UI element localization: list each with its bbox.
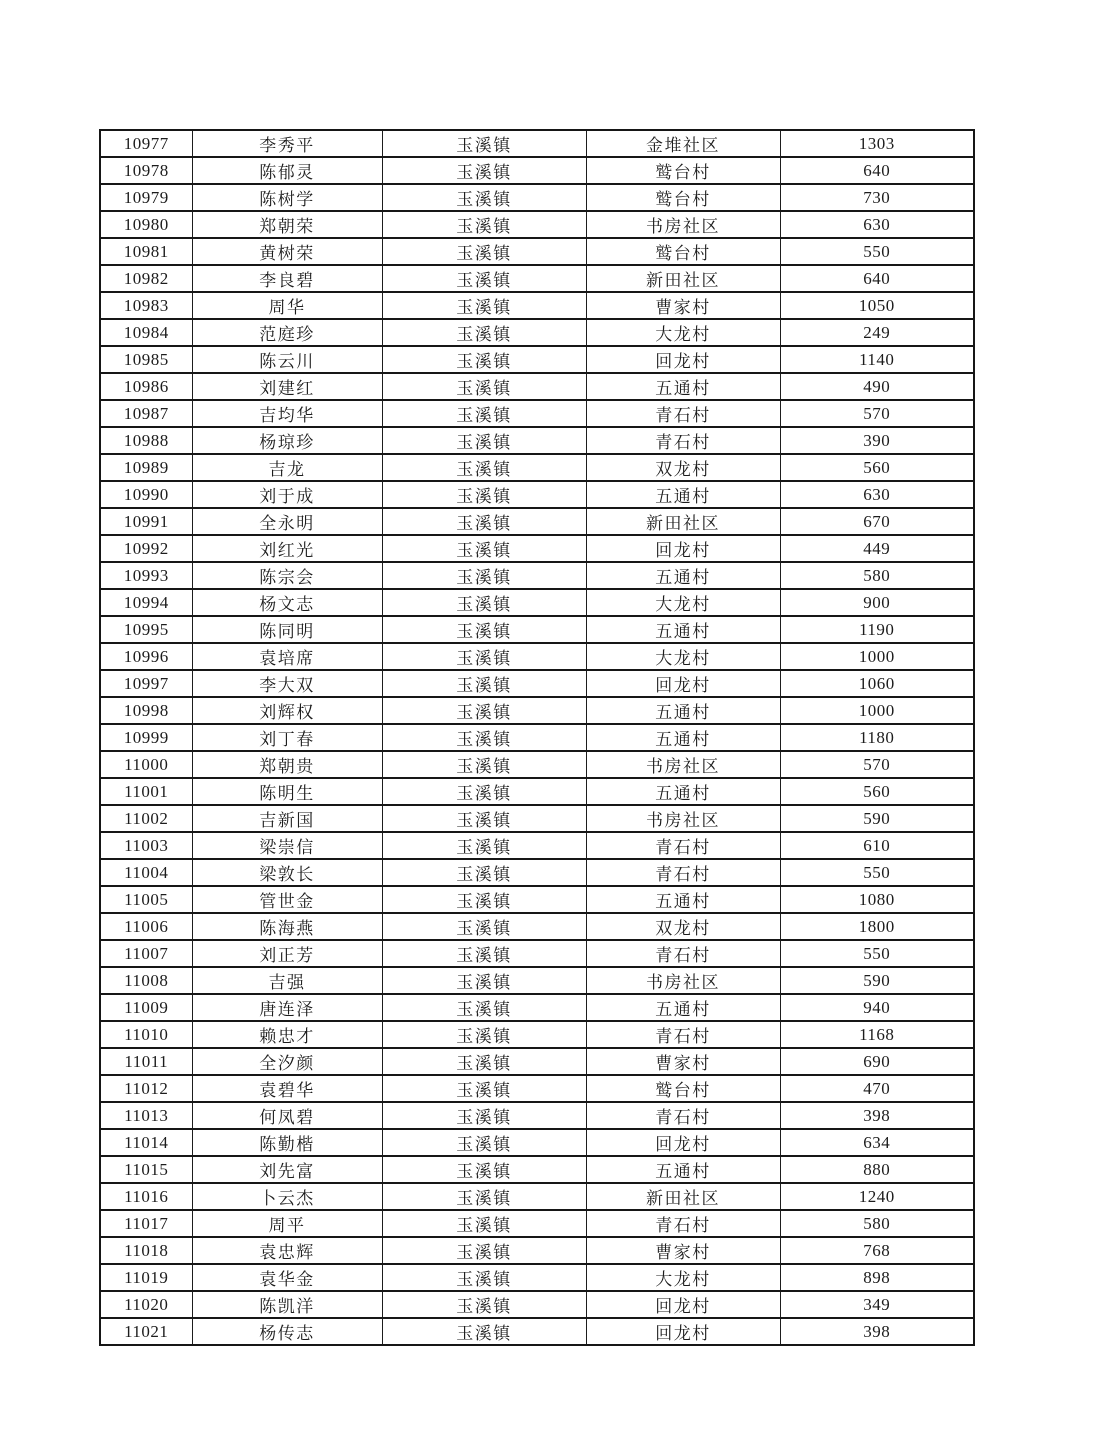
table-row xyxy=(100,724,974,751)
village-or-community-name: 大龙村 xyxy=(586,643,780,670)
town-name: 玉溪镇 xyxy=(382,481,586,508)
serial-number: 10980 xyxy=(100,211,192,238)
village-or-community-name: 双龙村 xyxy=(586,913,780,940)
amount-value: 249 xyxy=(780,319,974,346)
town-name: 玉溪镇 xyxy=(382,994,586,1021)
town-name: 玉溪镇 xyxy=(382,265,586,292)
table-row xyxy=(100,508,974,535)
amount-value: 550 xyxy=(780,859,974,886)
serial-number: 11003 xyxy=(100,832,192,859)
amount-value: 1180 xyxy=(780,724,974,751)
person-name: 袁培席 xyxy=(192,643,382,670)
town-name: 玉溪镇 xyxy=(382,1048,586,1075)
roster-table-body xyxy=(100,130,974,1345)
village-or-community-name: 五通村 xyxy=(586,994,780,1021)
village-or-community-name: 五通村 xyxy=(586,373,780,400)
village-or-community-name: 鹫台村 xyxy=(586,184,780,211)
person-name: 李秀平 xyxy=(192,130,382,157)
town-name: 玉溪镇 xyxy=(382,1291,586,1318)
amount-value: 490 xyxy=(780,373,974,400)
amount-value: 570 xyxy=(780,400,974,427)
table-row xyxy=(100,805,974,832)
serial-number: 11017 xyxy=(100,1210,192,1237)
person-name: 袁忠辉 xyxy=(192,1237,382,1264)
village-or-community-name: 青石村 xyxy=(586,400,780,427)
town-name: 玉溪镇 xyxy=(382,238,586,265)
serial-number: 10983 xyxy=(100,292,192,319)
serial-number: 10993 xyxy=(100,562,192,589)
village-or-community-name: 书房社区 xyxy=(586,805,780,832)
table-row xyxy=(100,616,974,643)
town-name: 玉溪镇 xyxy=(382,1183,586,1210)
town-name: 玉溪镇 xyxy=(382,967,586,994)
amount-value: 398 xyxy=(780,1318,974,1345)
table-row xyxy=(100,967,974,994)
table-row xyxy=(100,697,974,724)
serial-number: 10998 xyxy=(100,697,192,724)
town-name: 玉溪镇 xyxy=(382,1264,586,1291)
amount-value: 768 xyxy=(780,1237,974,1264)
village-or-community-name: 青石村 xyxy=(586,1210,780,1237)
village-or-community-name: 新田社区 xyxy=(586,508,780,535)
serial-number: 10978 xyxy=(100,157,192,184)
village-or-community-name: 曹家村 xyxy=(586,1048,780,1075)
person-name: 唐连泽 xyxy=(192,994,382,1021)
serial-number: 10987 xyxy=(100,400,192,427)
amount-value: 1000 xyxy=(780,643,974,670)
table-row xyxy=(100,1102,974,1129)
person-name: 吉强 xyxy=(192,967,382,994)
person-name: 周平 xyxy=(192,1210,382,1237)
amount-value: 610 xyxy=(780,832,974,859)
serial-number: 11002 xyxy=(100,805,192,832)
town-name: 玉溪镇 xyxy=(382,886,586,913)
table-row xyxy=(100,211,974,238)
serial-number: 11007 xyxy=(100,940,192,967)
town-name: 玉溪镇 xyxy=(382,778,586,805)
town-name: 玉溪镇 xyxy=(382,1075,586,1102)
town-name: 玉溪镇 xyxy=(382,373,586,400)
person-name: 赖忠才 xyxy=(192,1021,382,1048)
amount-value: 560 xyxy=(780,778,974,805)
village-or-community-name: 五通村 xyxy=(586,778,780,805)
person-name: 陈海燕 xyxy=(192,913,382,940)
amount-value: 550 xyxy=(780,238,974,265)
table-row xyxy=(100,319,974,346)
person-name: 管世金 xyxy=(192,886,382,913)
village-or-community-name: 青石村 xyxy=(586,1021,780,1048)
table-row xyxy=(100,265,974,292)
village-or-community-name: 青石村 xyxy=(586,1102,780,1129)
serial-number: 10999 xyxy=(100,724,192,751)
table-row xyxy=(100,562,974,589)
table-row xyxy=(100,1210,974,1237)
person-name: 陈树学 xyxy=(192,184,382,211)
town-name: 玉溪镇 xyxy=(382,1156,586,1183)
amount-value: 630 xyxy=(780,211,974,238)
person-name: 刘先富 xyxy=(192,1156,382,1183)
table-row xyxy=(100,1318,974,1345)
amount-value: 1190 xyxy=(780,616,974,643)
person-name: 黄树荣 xyxy=(192,238,382,265)
village-or-community-name: 曹家村 xyxy=(586,1237,780,1264)
table-row xyxy=(100,643,974,670)
table-row xyxy=(100,589,974,616)
village-or-community-name: 回龙村 xyxy=(586,1129,780,1156)
serial-number: 11006 xyxy=(100,913,192,940)
town-name: 玉溪镇 xyxy=(382,319,586,346)
person-name: 刘辉权 xyxy=(192,697,382,724)
town-name: 玉溪镇 xyxy=(382,643,586,670)
amount-value: 1168 xyxy=(780,1021,974,1048)
person-name: 周华 xyxy=(192,292,382,319)
serial-number: 10996 xyxy=(100,643,192,670)
amount-value: 550 xyxy=(780,940,974,967)
village-or-community-name: 鹫台村 xyxy=(586,238,780,265)
person-name: 卜云杰 xyxy=(192,1183,382,1210)
person-name: 梁敦长 xyxy=(192,859,382,886)
person-name: 吉龙 xyxy=(192,454,382,481)
village-or-community-name: 新田社区 xyxy=(586,1183,780,1210)
serial-number: 10988 xyxy=(100,427,192,454)
amount-value: 730 xyxy=(780,184,974,211)
amount-value: 590 xyxy=(780,967,974,994)
town-name: 玉溪镇 xyxy=(382,724,586,751)
serial-number: 10992 xyxy=(100,535,192,562)
village-or-community-name: 五通村 xyxy=(586,697,780,724)
town-name: 玉溪镇 xyxy=(382,508,586,535)
town-name: 玉溪镇 xyxy=(382,589,586,616)
person-name: 袁华金 xyxy=(192,1264,382,1291)
table-row xyxy=(100,1291,974,1318)
serial-number: 10985 xyxy=(100,346,192,373)
village-or-community-name: 书房社区 xyxy=(586,211,780,238)
table-row xyxy=(100,832,974,859)
person-name: 刘红光 xyxy=(192,535,382,562)
person-name: 李大双 xyxy=(192,670,382,697)
village-or-community-name: 书房社区 xyxy=(586,751,780,778)
town-name: 玉溪镇 xyxy=(382,670,586,697)
amount-value: 470 xyxy=(780,1075,974,1102)
table-row xyxy=(100,940,974,967)
amount-value: 590 xyxy=(780,805,974,832)
table-row xyxy=(100,670,974,697)
table-row xyxy=(100,157,974,184)
village-or-community-name: 书房社区 xyxy=(586,967,780,994)
table-row xyxy=(100,886,974,913)
amount-value: 900 xyxy=(780,589,974,616)
serial-number: 11010 xyxy=(100,1021,192,1048)
table-row xyxy=(100,859,974,886)
village-or-community-name: 鹫台村 xyxy=(586,157,780,184)
amount-value: 1800 xyxy=(780,913,974,940)
person-name: 杨文志 xyxy=(192,589,382,616)
person-name: 陈同明 xyxy=(192,616,382,643)
village-or-community-name: 五通村 xyxy=(586,616,780,643)
amount-value: 690 xyxy=(780,1048,974,1075)
town-name: 玉溪镇 xyxy=(382,1237,586,1264)
town-name: 玉溪镇 xyxy=(382,454,586,481)
table-row xyxy=(100,184,974,211)
amount-value: 1140 xyxy=(780,346,974,373)
village-or-community-name: 青石村 xyxy=(586,859,780,886)
table-row xyxy=(100,535,974,562)
town-name: 玉溪镇 xyxy=(382,1021,586,1048)
amount-value: 560 xyxy=(780,454,974,481)
village-or-community-name: 青石村 xyxy=(586,427,780,454)
village-or-community-name: 回龙村 xyxy=(586,670,780,697)
table-row xyxy=(100,1183,974,1210)
serial-number: 10981 xyxy=(100,238,192,265)
table-row xyxy=(100,1129,974,1156)
serial-number: 11009 xyxy=(100,994,192,1021)
serial-number: 10991 xyxy=(100,508,192,535)
person-name: 杨传志 xyxy=(192,1318,382,1345)
village-or-community-name: 五通村 xyxy=(586,481,780,508)
town-name: 玉溪镇 xyxy=(382,616,586,643)
village-or-community-name: 回龙村 xyxy=(586,346,780,373)
town-name: 玉溪镇 xyxy=(382,211,586,238)
serial-number: 10995 xyxy=(100,616,192,643)
person-name: 陈宗会 xyxy=(192,562,382,589)
amount-value: 1240 xyxy=(780,1183,974,1210)
serial-number: 10979 xyxy=(100,184,192,211)
town-name: 玉溪镇 xyxy=(382,751,586,778)
amount-value: 1060 xyxy=(780,670,974,697)
village-or-community-name: 大龙村 xyxy=(586,319,780,346)
town-name: 玉溪镇 xyxy=(382,805,586,832)
serial-number: 10990 xyxy=(100,481,192,508)
person-name: 陈云川 xyxy=(192,346,382,373)
village-or-community-name: 大龙村 xyxy=(586,1264,780,1291)
serial-number: 10982 xyxy=(100,265,192,292)
village-or-community-name: 曹家村 xyxy=(586,292,780,319)
village-or-community-name: 青石村 xyxy=(586,832,780,859)
village-or-community-name: 五通村 xyxy=(586,1156,780,1183)
table-row xyxy=(100,1156,974,1183)
table-row xyxy=(100,1048,974,1075)
village-or-community-name: 青石村 xyxy=(586,940,780,967)
serial-number: 11013 xyxy=(100,1102,192,1129)
table-row xyxy=(100,238,974,265)
town-name: 玉溪镇 xyxy=(382,1102,586,1129)
serial-number: 10986 xyxy=(100,373,192,400)
table-row xyxy=(100,751,974,778)
person-name: 郑朝贵 xyxy=(192,751,382,778)
town-name: 玉溪镇 xyxy=(382,913,586,940)
serial-number: 10994 xyxy=(100,589,192,616)
table-row xyxy=(100,481,974,508)
village-or-community-name: 鹫台村 xyxy=(586,1075,780,1102)
amount-value: 580 xyxy=(780,562,974,589)
amount-value: 670 xyxy=(780,508,974,535)
amount-value: 1303 xyxy=(780,130,974,157)
village-or-community-name: 回龙村 xyxy=(586,1318,780,1345)
serial-number: 11004 xyxy=(100,859,192,886)
person-name: 李良碧 xyxy=(192,265,382,292)
person-name: 刘丁春 xyxy=(192,724,382,751)
table-row xyxy=(100,1021,974,1048)
village-or-community-name: 五通村 xyxy=(586,724,780,751)
amount-value: 390 xyxy=(780,427,974,454)
amount-value: 398 xyxy=(780,1102,974,1129)
serial-number: 11021 xyxy=(100,1318,192,1345)
person-name: 杨琼珍 xyxy=(192,427,382,454)
amount-value: 898 xyxy=(780,1264,974,1291)
person-name: 陈凯洋 xyxy=(192,1291,382,1318)
town-name: 玉溪镇 xyxy=(382,400,586,427)
person-name: 袁碧华 xyxy=(192,1075,382,1102)
person-name: 陈明生 xyxy=(192,778,382,805)
serial-number: 11005 xyxy=(100,886,192,913)
serial-number: 11000 xyxy=(100,751,192,778)
person-name: 陈郁灵 xyxy=(192,157,382,184)
amount-value: 570 xyxy=(780,751,974,778)
person-name: 陈勤楷 xyxy=(192,1129,382,1156)
person-name: 全永明 xyxy=(192,508,382,535)
table-row xyxy=(100,292,974,319)
table-row xyxy=(100,454,974,481)
table-row xyxy=(100,1075,974,1102)
person-name: 吉均华 xyxy=(192,400,382,427)
amount-value: 1080 xyxy=(780,886,974,913)
table-row xyxy=(100,373,974,400)
table-row xyxy=(100,1237,974,1264)
serial-number: 10989 xyxy=(100,454,192,481)
village-or-community-name: 新田社区 xyxy=(586,265,780,292)
town-name: 玉溪镇 xyxy=(382,697,586,724)
amount-value: 1000 xyxy=(780,697,974,724)
amount-value: 640 xyxy=(780,157,974,184)
serial-number: 11012 xyxy=(100,1075,192,1102)
serial-number: 11019 xyxy=(100,1264,192,1291)
town-name: 玉溪镇 xyxy=(382,346,586,373)
town-name: 玉溪镇 xyxy=(382,832,586,859)
town-name: 玉溪镇 xyxy=(382,940,586,967)
town-name: 玉溪镇 xyxy=(382,1210,586,1237)
table-row xyxy=(100,994,974,1021)
town-name: 玉溪镇 xyxy=(382,292,586,319)
town-name: 玉溪镇 xyxy=(382,130,586,157)
town-name: 玉溪镇 xyxy=(382,157,586,184)
person-name: 何凤碧 xyxy=(192,1102,382,1129)
serial-number: 11014 xyxy=(100,1129,192,1156)
serial-number: 11011 xyxy=(100,1048,192,1075)
village-or-community-name: 双龙村 xyxy=(586,454,780,481)
village-or-community-name: 五通村 xyxy=(586,562,780,589)
serial-number: 10997 xyxy=(100,670,192,697)
table-row xyxy=(100,427,974,454)
person-name: 刘建红 xyxy=(192,373,382,400)
amount-value: 349 xyxy=(780,1291,974,1318)
town-name: 玉溪镇 xyxy=(382,427,586,454)
town-name: 玉溪镇 xyxy=(382,184,586,211)
roster-table xyxy=(99,129,975,1346)
serial-number: 11008 xyxy=(100,967,192,994)
amount-value: 634 xyxy=(780,1129,974,1156)
amount-value: 630 xyxy=(780,481,974,508)
serial-number: 11016 xyxy=(100,1183,192,1210)
serial-number: 11020 xyxy=(100,1291,192,1318)
amount-value: 449 xyxy=(780,535,974,562)
town-name: 玉溪镇 xyxy=(382,859,586,886)
table-row xyxy=(100,778,974,805)
table-row xyxy=(100,913,974,940)
serial-number: 10984 xyxy=(100,319,192,346)
town-name: 玉溪镇 xyxy=(382,535,586,562)
serial-number: 11018 xyxy=(100,1237,192,1264)
person-name: 吉新国 xyxy=(192,805,382,832)
table-row xyxy=(100,130,974,157)
amount-value: 1050 xyxy=(780,292,974,319)
town-name: 玉溪镇 xyxy=(382,1318,586,1345)
town-name: 玉溪镇 xyxy=(382,1129,586,1156)
amount-value: 580 xyxy=(780,1210,974,1237)
town-name: 玉溪镇 xyxy=(382,562,586,589)
person-name: 范庭珍 xyxy=(192,319,382,346)
village-or-community-name: 五通村 xyxy=(586,886,780,913)
village-or-community-name: 回龙村 xyxy=(586,1291,780,1318)
village-or-community-name: 大龙村 xyxy=(586,589,780,616)
amount-value: 640 xyxy=(780,265,974,292)
serial-number: 11001 xyxy=(100,778,192,805)
amount-value: 940 xyxy=(780,994,974,1021)
amount-value: 880 xyxy=(780,1156,974,1183)
village-or-community-name: 回龙村 xyxy=(586,535,780,562)
village-or-community-name: 金堆社区 xyxy=(586,130,780,157)
serial-number: 10977 xyxy=(100,130,192,157)
table-row xyxy=(100,346,974,373)
person-name: 全汐颜 xyxy=(192,1048,382,1075)
table-row xyxy=(100,400,974,427)
serial-number: 11015 xyxy=(100,1156,192,1183)
table-row xyxy=(100,1264,974,1291)
person-name: 梁崇信 xyxy=(192,832,382,859)
person-name: 郑朝荣 xyxy=(192,211,382,238)
person-name: 刘正芳 xyxy=(192,940,382,967)
person-name: 刘于成 xyxy=(192,481,382,508)
